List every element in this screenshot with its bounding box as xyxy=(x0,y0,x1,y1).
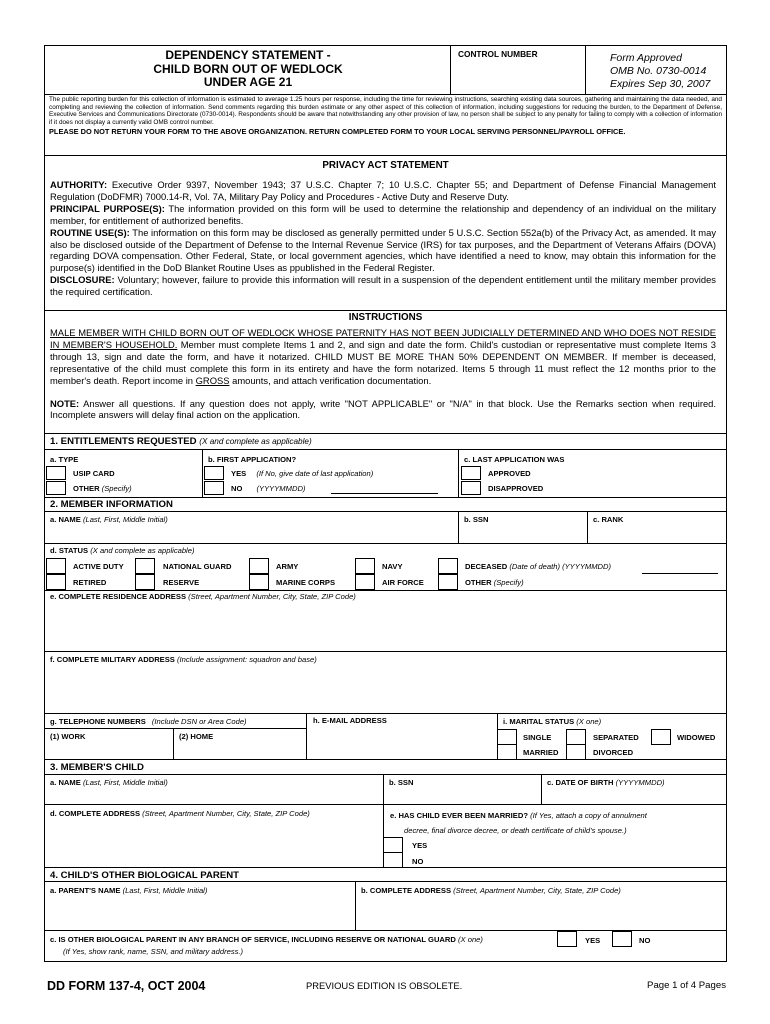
other-type-checkbox[interactable] xyxy=(46,481,66,495)
title-line-1: DEPENDENCY STATEMENT - xyxy=(165,48,331,62)
yes-text: YES xyxy=(231,469,247,478)
child-address-text: d. COMPLETE ADDRESS xyxy=(50,809,141,818)
other-status-text: OTHER xyxy=(465,578,492,587)
marital-status-text: i. MARITAL STATUS xyxy=(503,717,575,726)
child-ssn-label: b. SSN xyxy=(389,778,414,787)
section1-note: (X and complete as applicable) xyxy=(199,437,312,446)
last-application-label: c. LAST APPLICATION WAS xyxy=(464,455,565,464)
navy-checkbox[interactable] xyxy=(355,558,375,574)
authority-text: Executive Order 9397, November 1943; 37 U.S.C. Chapter 7; 10 U.S.C. Chapter 55; and Department of Defense Financial Management Regulation (DoDFMR) 7000.14-R, Vol. 7A, Military Pay Policy and Procedures - Active Duty and Reserve Duty. xyxy=(50,179,717,202)
military-address-label xyxy=(50,655,317,664)
title-line-3: UNDER AGE 21 xyxy=(203,75,293,89)
widowed-label: WIDOWED xyxy=(677,733,716,742)
return-instructions: PLEASE DO NOT RETURN YOUR FORM TO THE ABOVE ORGANIZATION. RETURN COMPLETED FORM TO YOUR LOCAL SERVING PERSONNEL/PAYROLL OFFICE. xyxy=(49,127,626,136)
parent-service-yes-label: YES xyxy=(585,936,601,945)
child-married-yes-label: YES xyxy=(412,841,428,850)
parent-address-note: (Street, Apartment Number, City, State, ZIP Code) xyxy=(453,886,621,895)
child-dob-text: c. DATE OF BIRTH xyxy=(547,778,614,787)
omb-approval xyxy=(610,52,710,91)
retired-label: RETIRED xyxy=(73,578,107,587)
parent-service-text: c. IS OTHER BIOLOGICAL PARENT IN ANY BRANCH OF SERVICE, INCLUDING RESERVE OR NATIONAL GUARD xyxy=(50,935,456,944)
burden-text: The public reporting burden for this collection of information is estimated to average 1.25 hours per response, including the time for reviewing instructions, searching existing data sources, gathering and maintaining the data needed, and completing and reviewing the collection of information. Send comments regarding this burden estimate or any other aspect of this collection of information, including suggestions for reducing the burden, to the Department of Defense, Executive Services and Communications Directorate (0730-0014). Respondents should be aware that notwithstanding any other provision of law, no person shall be subject to any penalty for failing to comply with a collection of information if it does not display a currently valid OMB control number. xyxy=(49,96,722,126)
child-married-text: e. HAS CHILD EVER BEEN MARRIED? xyxy=(390,811,528,820)
other-type-text: OTHER xyxy=(73,484,100,493)
child-name-text: a. NAME xyxy=(50,778,81,787)
instructions-underlined: MALE MEMBER WITH CHILD BORN OUT OF WEDLOCK WHOSE PATERNITY HAS NOT BEEN JUDICIALLY DETERMINED AND WHO DOES NOT RESIDE IN MEMBER'S HOUSEHOLD. xyxy=(50,327,716,350)
member-rank-label: c. RANK xyxy=(593,515,624,524)
first-application-label: b. FIRST APPLICATION? xyxy=(208,455,297,464)
obsolete-notice: PREVIOUS EDITION IS OBSOLETE. xyxy=(306,980,463,991)
child-married-no-label: NO xyxy=(412,857,424,866)
army-label: ARMY xyxy=(276,562,299,571)
marital-status-note: (X one) xyxy=(576,717,602,726)
instructions-text-end: amounts, and attach verification documentation. xyxy=(232,374,432,386)
member-name-note: (Last, First, Middle Initial) xyxy=(82,515,168,524)
parent-name-text: a. PARENT'S NAME xyxy=(50,886,121,895)
other-type-label xyxy=(73,484,132,493)
last-application-date-line[interactable] xyxy=(331,493,438,494)
deceased-checkbox[interactable] xyxy=(438,558,458,574)
type-label: a. TYPE xyxy=(50,455,79,464)
telephone-text: g. TELEPHONE NUMBERS xyxy=(50,717,146,726)
status-text: d. STATUS xyxy=(50,546,89,555)
deceased-label xyxy=(465,562,611,571)
parent-service-no-checkbox[interactable] xyxy=(612,931,632,947)
other-type-note: (Specify) xyxy=(101,484,132,493)
authority-label: AUTHORITY: xyxy=(50,179,108,190)
national-guard-label: NATIONAL GUARD xyxy=(163,562,232,571)
navy-label: NAVY xyxy=(382,562,403,571)
note-text: Answer all questions. If any question does not apply, write "NOT APPLICABLE" or "N/A" in that block. Use the Remarks section when required. Incomplete answers will delay final action on the application. xyxy=(50,397,717,421)
status-label xyxy=(50,546,195,555)
telephone-label xyxy=(50,717,247,726)
deceased-date-line[interactable] xyxy=(642,573,718,574)
child-dob-label xyxy=(547,778,665,787)
usip-card-checkbox[interactable] xyxy=(46,466,66,480)
child-married-yes-checkbox[interactable] xyxy=(383,837,403,853)
deceased-text: DECEASED xyxy=(465,562,508,571)
reserve-checkbox[interactable] xyxy=(135,574,155,590)
parent-name-label xyxy=(50,886,207,895)
parent-service-no-label: NO xyxy=(639,936,651,945)
parent-service-note: (X one) xyxy=(458,935,483,944)
routine-label: ROUTINE USE(S): xyxy=(50,226,130,238)
telephone-note: (Include DSN or Area Code) xyxy=(151,717,247,726)
parent-address-text: b. COMPLETE ADDRESS xyxy=(361,886,452,895)
widowed-checkbox[interactable] xyxy=(651,729,671,745)
parent-address-label xyxy=(361,886,621,895)
disclosure-text: Voluntary; however, failure to provide this information will result in a suspension of the dependent entitlement until the military member provides the required certification. xyxy=(50,274,716,298)
approved-label: APPROVED xyxy=(488,469,531,478)
control-number-label: CONTROL NUMBER xyxy=(458,49,538,59)
air-force-label: AIR FORCE xyxy=(382,578,424,587)
disapproved-checkbox[interactable] xyxy=(461,481,481,495)
instructions-text: Member must complete Items 1 and 2, and sign and date the form. Child's custodian or representative must complete Items 3 through 13, sign and date the form, and have it notarized. CHILD MUST BE MORE THAN 50% DEPENDENT ON MEMBER. If member is deceased, representative of the child must complete this form in its entirety and have the form notarized. Items 5 through 11 must reflect the 12 months prior to the member's death. Report income in xyxy=(50,338,716,386)
marital-status-label xyxy=(503,717,601,726)
residence-address-note: (Street, Apartment Number, City, State, ZIP Code) xyxy=(188,592,356,601)
instructions-heading: INSTRUCTIONS xyxy=(348,312,423,323)
title-line-2: CHILD BORN OUT OF WEDLOCK xyxy=(153,61,343,76)
parent-service-label xyxy=(50,935,483,944)
note-label: NOTE: xyxy=(50,397,80,409)
parent-service-note-2: (If Yes, show rank, name, SSN, and military address.) xyxy=(63,947,244,956)
member-name-text: a. NAME xyxy=(50,515,81,524)
email-label: h. E-MAIL ADDRESS xyxy=(313,716,387,725)
separated-checkbox[interactable] xyxy=(566,729,586,745)
marine-corps-label: MARINE CORPS xyxy=(276,578,336,587)
child-married-label xyxy=(390,811,647,820)
disclosure-label: DISCLOSURE: xyxy=(50,274,115,286)
instructions-body xyxy=(50,327,716,421)
member-name-label xyxy=(50,515,168,524)
approval-line-3: Expires Sep 30, 2007 xyxy=(610,78,711,90)
divorced-label: DIVORCED xyxy=(593,748,634,757)
army-checkbox[interactable] xyxy=(249,558,269,574)
status-note: (X and complete as applicable) xyxy=(90,546,195,555)
separated-label: SEPARATED xyxy=(593,733,639,742)
form-title xyxy=(46,49,450,90)
residence-address-label xyxy=(50,592,356,601)
first-application-yes-checkbox[interactable] xyxy=(204,466,224,480)
divorced-checkbox[interactable] xyxy=(566,744,586,760)
work-phone-label: (1) WORK xyxy=(50,732,86,741)
retired-checkbox[interactable] xyxy=(46,574,66,590)
parent-name-note: (Last, First, Middle Initial) xyxy=(122,886,208,895)
gross-word: GROSS xyxy=(195,374,230,386)
section3-heading: 3. MEMBER'S CHILD xyxy=(50,762,144,773)
military-address-note: (Include assignment: squadron and base) xyxy=(177,655,317,664)
other-status-checkbox[interactable] xyxy=(438,574,458,590)
reserve-label: RESERVE xyxy=(163,578,200,587)
child-address-label xyxy=(50,809,310,818)
other-status-note: (Specify) xyxy=(493,578,524,587)
section2-heading: 2. MEMBER INFORMATION xyxy=(50,499,173,510)
privacy-statement xyxy=(50,179,716,298)
yes-note: (If No, give date of last application) xyxy=(256,469,374,478)
home-phone-label: (2) HOME xyxy=(179,732,214,741)
first-application-no-label xyxy=(231,484,305,493)
form-id: DD FORM 137-4, OCT 2004 xyxy=(47,979,206,993)
parent-service-yes-checkbox[interactable] xyxy=(557,931,577,947)
purpose-text: The information provided on this form will be used to determine the relationship and dependency of an individual on the military member, for entitlement of authorized benefits. xyxy=(50,202,717,226)
first-application-yes-label xyxy=(231,469,373,478)
active-duty-checkbox[interactable] xyxy=(46,558,66,574)
military-address-text: f. COMPLETE MILITARY ADDRESS xyxy=(50,655,175,664)
purpose-label: PRINCIPAL PURPOSE(S): xyxy=(50,202,165,214)
approval-line-2: OMB No. 0730-0014 xyxy=(610,65,707,77)
section4-heading: 4. CHILD'S OTHER BIOLOGICAL PARENT xyxy=(50,870,240,881)
active-duty-label: ACTIVE DUTY xyxy=(73,562,124,571)
child-married-note: (If Yes, attach a copy of annulment xyxy=(530,811,647,820)
section1-heading xyxy=(50,436,312,448)
air-force-checkbox[interactable] xyxy=(355,574,375,590)
member-ssn-label: b. SSN xyxy=(464,515,489,524)
section1-title: 1. ENTITLEMENTS REQUESTED xyxy=(50,436,197,447)
married-checkbox[interactable] xyxy=(497,744,517,760)
approval-line-1: Form Approved xyxy=(610,52,682,64)
residence-address-text: e. COMPLETE RESIDENCE ADDRESS xyxy=(50,592,187,601)
child-married-no-checkbox[interactable] xyxy=(383,852,403,868)
first-application-no-checkbox[interactable] xyxy=(204,481,224,495)
child-address-note: (Street, Apartment Number, City, State, ZIP Code) xyxy=(142,809,310,818)
child-name-note: (Last, First, Middle Initial) xyxy=(82,778,168,787)
other-status-label xyxy=(465,578,524,587)
child-dob-note: (YYYYMMDD) xyxy=(615,778,665,787)
privacy-heading: PRIVACY ACT STATEMENT xyxy=(322,160,449,171)
approved-checkbox[interactable] xyxy=(461,466,481,480)
page-number: Page 1 of 4 Pages xyxy=(647,980,726,991)
married-label: MARRIED xyxy=(523,748,559,757)
marine-corps-checkbox[interactable] xyxy=(249,574,269,590)
single-label: SINGLE xyxy=(523,733,552,742)
burden-statement xyxy=(49,96,722,136)
disapproved-label: DISAPPROVED xyxy=(488,484,544,493)
deceased-note: (Date of death) (YYYYMMDD) xyxy=(509,562,612,571)
child-name-label xyxy=(50,778,168,787)
date-format-note: (YYYYMMDD) xyxy=(256,484,306,493)
routine-text: The information on this form may be disclosed as generally permitted under 5 U.S.C. Section 552a(b) of the Privacy Act, as amended. It may also be disclosed outside of the Department of Defense to the Internal Revenue Service (IRS) for tax purposes, and the Department of Veterans Affairs (DOVA) regarding DOVA compensation. Other Federal, State, or local government agencies, which have identified a need to know, may obtain this information for the purpose(s) identified in the DoD Blanket Routine Uses as ppublished in the Federal Register. xyxy=(50,226,717,274)
usip-card-label: USIP CARD xyxy=(73,469,115,478)
no-text: NO xyxy=(231,484,243,493)
national-guard-checkbox[interactable] xyxy=(135,558,155,574)
single-checkbox[interactable] xyxy=(497,729,517,745)
child-married-note-2: decree, final divorce decree, or death certificate of child's spouse.) xyxy=(404,826,627,835)
